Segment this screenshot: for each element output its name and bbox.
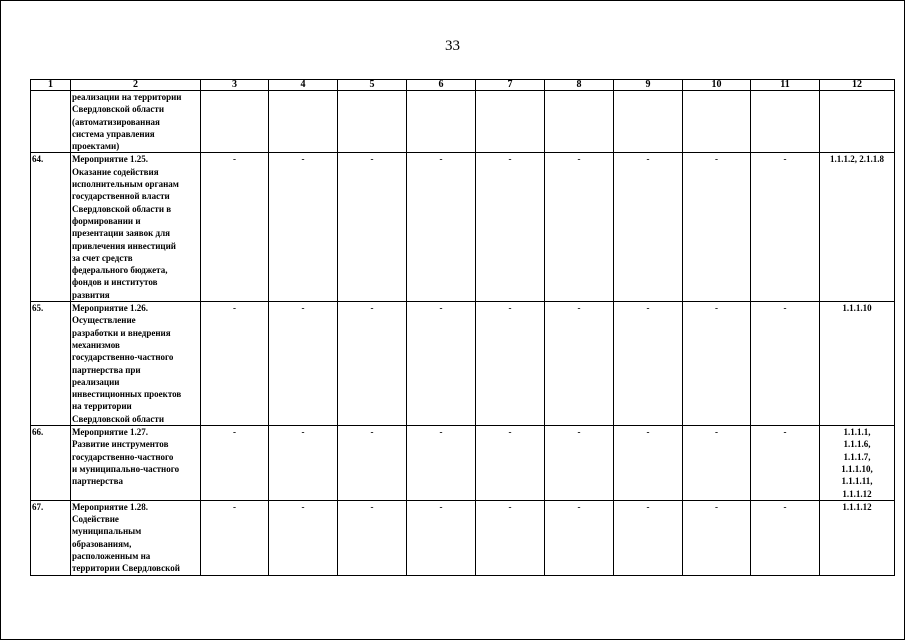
measure-name-cell: Мероприятие 1.26. Осуществление разработки и внедрения механизмов государственно-частного партнерства при реализации инвестиционных проектов на территории Свердловской области xyxy=(71,302,201,426)
value-cell: - xyxy=(269,426,338,501)
value-cell: - xyxy=(683,153,751,302)
target-indicator-cell: 1.1.1.12 xyxy=(820,500,895,575)
value-cell: - xyxy=(338,426,407,501)
value-cell: - xyxy=(407,500,476,575)
value-cell: - xyxy=(751,153,820,302)
value-cell xyxy=(338,91,407,153)
value-cell xyxy=(201,91,269,153)
value-cell: - xyxy=(407,302,476,426)
column-header: 6 xyxy=(407,80,476,91)
target-indicator-cell: 1.1.1.1, 1.1.1.6, 1.1.1.7, 1.1.1.10, 1.1.1.11, 1.1.1.12 xyxy=(820,426,895,501)
column-header: 4 xyxy=(269,80,338,91)
value-cell: - xyxy=(614,153,683,302)
value-cell: - xyxy=(269,500,338,575)
value-cell: - xyxy=(751,426,820,501)
value-cell: - xyxy=(201,426,269,501)
value-cell: - xyxy=(407,426,476,501)
value-cell: - xyxy=(201,153,269,302)
value-cell xyxy=(614,91,683,153)
value-cell: - xyxy=(338,500,407,575)
table-row xyxy=(31,500,895,575)
column-header: 12 xyxy=(820,80,895,91)
row-number-cell xyxy=(31,91,71,153)
column-header: 11 xyxy=(751,80,820,91)
value-cell xyxy=(407,91,476,153)
value-cell: - xyxy=(476,500,545,575)
column-header: 5 xyxy=(338,80,407,91)
column-header: 8 xyxy=(545,80,614,91)
table-row xyxy=(31,153,895,302)
column-header: 10 xyxy=(683,80,751,91)
value-cell: - xyxy=(201,302,269,426)
measure-name-cell: Мероприятие 1.25. Оказание содействия исполнительным органам государственной власти Свердловской области в формировании и презентации заявок для привлечения инвестиций за счет средств федерального бюджета, фондов и институтов развития xyxy=(71,153,201,302)
value-cell xyxy=(751,91,820,153)
row-number-cell: 65. xyxy=(31,302,71,426)
target-indicator-cell: 1.1.1.2, 2.1.1.8 xyxy=(820,153,895,302)
value-cell xyxy=(269,91,338,153)
value-cell xyxy=(545,91,614,153)
value-cell: - xyxy=(614,302,683,426)
table-row xyxy=(31,302,895,426)
target-indicator-cell: 1.1.1.10 xyxy=(820,302,895,426)
value-cell: - xyxy=(338,302,407,426)
value-cell: - xyxy=(545,500,614,575)
measure-name-cell: Мероприятие 1.27. Развитие инструментов государственно-частного и муниципально-частного партнерства xyxy=(71,426,201,501)
column-header: 9 xyxy=(614,80,683,91)
value-cell: - xyxy=(545,153,614,302)
column-header: 1 xyxy=(31,80,71,91)
value-cell: - xyxy=(476,153,545,302)
table-header-row xyxy=(31,80,895,91)
value-cell: - xyxy=(545,302,614,426)
row-number-cell: 66. xyxy=(31,426,71,501)
value-cell: - xyxy=(614,500,683,575)
value-cell: - xyxy=(338,153,407,302)
row-number-cell: 67. xyxy=(31,500,71,575)
value-cell: - xyxy=(407,153,476,302)
measure-name-cell: реализации на территории Свердловской области (автоматизированная система управления проектами) xyxy=(71,91,201,153)
table-row xyxy=(31,91,895,153)
measure-name-cell: Мероприятие 1.28. Содействие муниципальным образованиям, расположенным на территории Свердловской xyxy=(71,500,201,575)
value-cell: - xyxy=(201,500,269,575)
value-cell: - xyxy=(751,500,820,575)
value-cell: - xyxy=(476,302,545,426)
value-cell xyxy=(683,91,751,153)
table-row xyxy=(31,426,895,501)
value-cell: - xyxy=(545,426,614,501)
value-cell: - xyxy=(683,302,751,426)
value-cell: - xyxy=(269,302,338,426)
column-header: 3 xyxy=(201,80,269,91)
value-cell: - xyxy=(269,153,338,302)
column-header: 2 xyxy=(71,80,201,91)
target-indicator-cell xyxy=(820,91,895,153)
column-header: 7 xyxy=(476,80,545,91)
value-cell: - xyxy=(683,426,751,501)
page-number: 33 xyxy=(445,38,460,54)
row-number-cell: 64. xyxy=(31,153,71,302)
measures-table xyxy=(30,79,895,576)
value-cell xyxy=(476,91,545,153)
value-cell: - xyxy=(614,426,683,501)
value-cell: - xyxy=(476,426,545,501)
value-cell: - xyxy=(683,500,751,575)
value-cell: - xyxy=(751,302,820,426)
